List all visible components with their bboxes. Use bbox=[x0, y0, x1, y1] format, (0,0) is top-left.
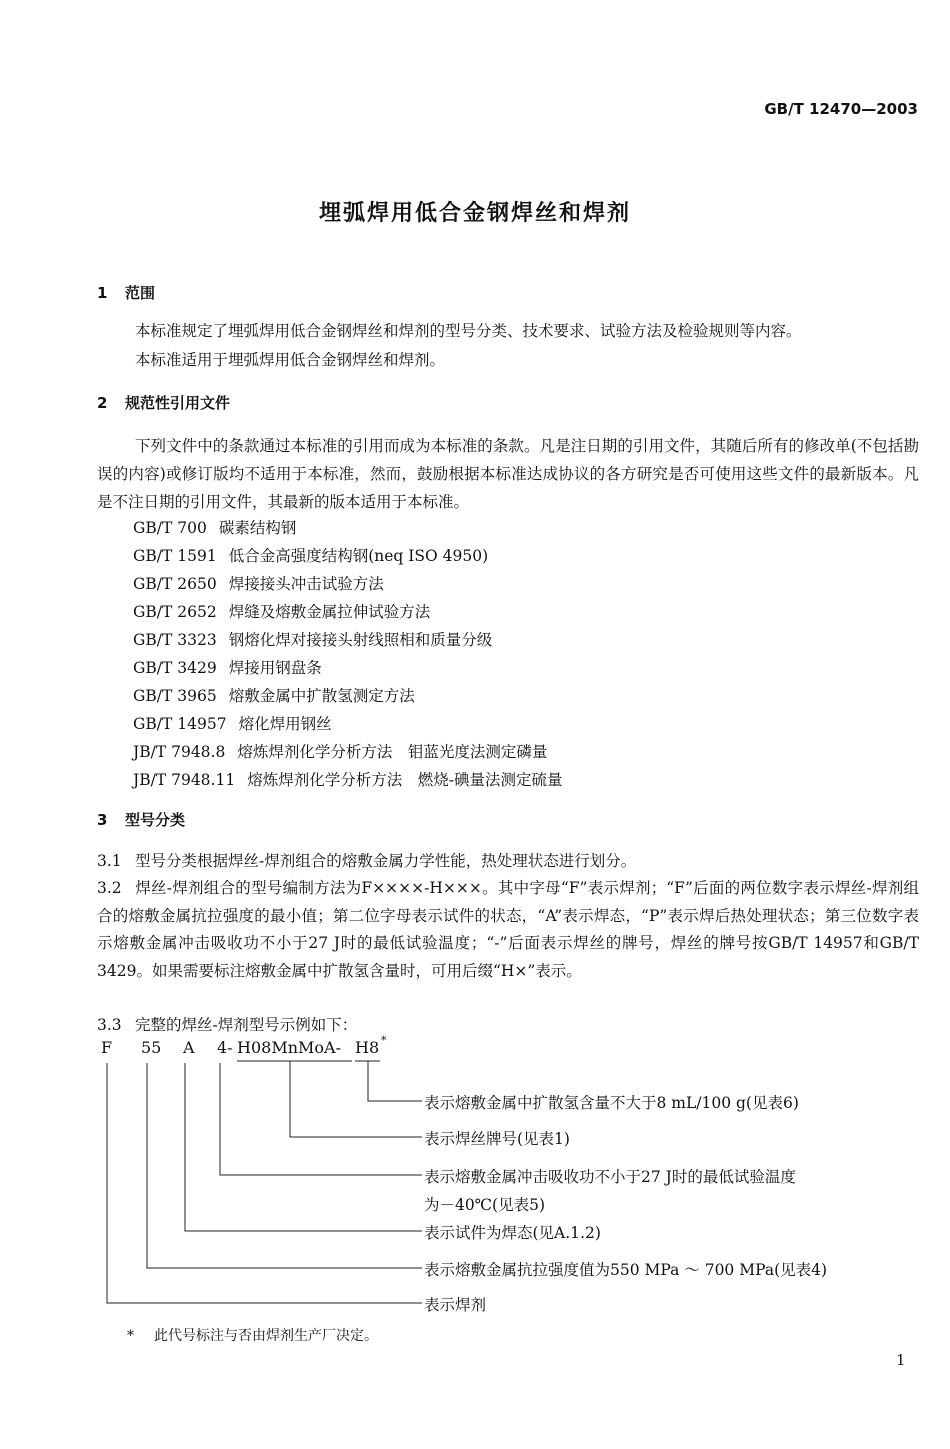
section-number: 3 bbox=[97, 811, 108, 829]
clause-text: 型号分类根据焊丝-焊剂组合的熔敷金属力学性能，热处理状态进行划分。 bbox=[135, 852, 637, 870]
standard-number: GB/T 12470—2003 bbox=[764, 100, 918, 118]
reference-code: JB/T 7948.8 bbox=[133, 743, 226, 761]
reference-title: 焊缝及熔敷金属拉伸试验方法 bbox=[228, 603, 431, 621]
model-part-wire: H08MnMoA- bbox=[237, 1038, 341, 1057]
document-title: 埋弧焊用低合金钢焊丝和焊剂 bbox=[318, 201, 631, 226]
legend-temperature: 表示熔敷金属冲击吸收功不小于27 J时的最低试验温度 bbox=[424, 1168, 796, 1186]
legend-state: 表示试件为焊态(见A.1.2) bbox=[424, 1224, 601, 1242]
reference-code: GB/T 2652 bbox=[133, 603, 217, 621]
reference-code: GB/T 1591 bbox=[133, 547, 217, 565]
reference-code: GB/T 14957 bbox=[133, 715, 227, 733]
reference-title: 熔炼焊剂化学分析方法 钼蓝光度法测定磷量 bbox=[237, 743, 548, 761]
reference-code: GB/T 2650 bbox=[133, 575, 217, 593]
reference-title: 焊接用钢盘条 bbox=[228, 659, 322, 677]
model-part-temperature: 4- bbox=[217, 1038, 233, 1057]
reference-title: 碳素结构钢 bbox=[218, 519, 297, 537]
reference-title: 钢熔化焊对接接头射线照相和质量分级 bbox=[228, 631, 493, 649]
footnote-text: 此代号标注与否由焊剂生产厂决定。 bbox=[154, 1328, 378, 1344]
clause-text: 焊丝-焊剂组合的型号编制方法为F××××-H×××。其中字母“F”表示焊剂；“F”后面的两位数字表示焊丝-焊剂组合的熔敷金属抗拉强度的最小值；第二位字母表示试件的状态，“A”表示焊态，“P”表示焊后热处理状态；第三位数字表示熔敷金属冲击吸收功不小于27 J时的最低试验温度；“-”后面表示焊丝的牌号，焊丝的牌号按GB/T 14957和GB/T 3429。如果需要标注熔敷金属中扩散氢含量时，可用后缀“H×”表示。 bbox=[97, 879, 919, 980]
legend-wire: 表示焊丝牌号(见表1) bbox=[424, 1130, 570, 1148]
section-title: 范围 bbox=[125, 284, 156, 302]
bracket-temperature bbox=[220, 1063, 422, 1175]
legend-temperature-cont: 为－40℃(见表5) bbox=[424, 1196, 546, 1214]
legend-strength: 表示熔敷金属抗拉强度值为550 MPa ～ 700 MPa(见表4) bbox=[424, 1261, 828, 1279]
section-number: 2 bbox=[97, 394, 108, 412]
reference-title: 熔炼焊剂化学分析方法 燃烧-碘量法测定硫量 bbox=[247, 771, 563, 789]
bracket-wire bbox=[290, 1061, 422, 1137]
reference-code: GB/T 700 bbox=[133, 519, 207, 537]
section-1-line-1: 本标准规定了埋弧焊用低合金钢焊丝和焊剂的型号分类、技术要求、试验方法及检验规则等内容。 bbox=[135, 322, 802, 340]
section-2-intro: 下列文件中的条款通过本标准的引用而成为本标准的条款。凡是注日期的引用文件，其随后所有的修改单(不包括勘误的内容)或修订版均不适用于本标准，然而，鼓励根据本标准达成协议的各方研究是否可使用这些文件的最新版本。凡是不注日期的引用文件，其最新的版本适用于本标准。 bbox=[97, 437, 919, 511]
page-number: 1 bbox=[896, 1351, 906, 1369]
model-part-hydrogen: H8 bbox=[355, 1038, 380, 1057]
bracket-strength bbox=[147, 1063, 422, 1268]
footnote bbox=[127, 1325, 378, 1345]
model-part-strength: 55 bbox=[141, 1038, 162, 1057]
clause-text: 完整的焊丝-焊剂型号示例如下： bbox=[135, 1016, 358, 1034]
model-part-asterisk: * bbox=[381, 1034, 387, 1047]
reference-code: JB/T 7948.11 bbox=[133, 771, 236, 789]
section-1-line-2: 本标准适用于埋弧焊用低合金钢焊丝和焊剂。 bbox=[135, 351, 446, 369]
reference-code: GB/T 3429 bbox=[133, 659, 217, 677]
bracket-state bbox=[185, 1063, 422, 1231]
bracket-flux bbox=[107, 1063, 422, 1303]
reference-title: 熔敷金属中扩散氢测定方法 bbox=[228, 687, 415, 705]
bracket-hydrogen bbox=[368, 1061, 422, 1101]
legend-flux: 表示焊剂 bbox=[424, 1296, 487, 1314]
legend-hydrogen: 表示熔敷金属中扩散氢含量不大于8 mL/100 g(见表6) bbox=[424, 1094, 799, 1112]
clause-number: 3.3 bbox=[97, 1016, 122, 1034]
reference-code: GB/T 3323 bbox=[133, 631, 217, 649]
section-title: 型号分类 bbox=[125, 811, 186, 829]
section-number: 1 bbox=[97, 284, 108, 302]
reference-code: GB/T 3965 bbox=[133, 687, 217, 705]
clause-number: 3.1 bbox=[97, 852, 122, 870]
reference-title: 熔化焊用钢丝 bbox=[238, 715, 332, 733]
model-part-state: A bbox=[183, 1038, 195, 1057]
model-part-f: F bbox=[101, 1038, 113, 1057]
section-title: 规范性引用文件 bbox=[125, 394, 231, 412]
footnote-mark: * bbox=[127, 1328, 134, 1344]
reference-title: 焊接接头冲击试验方法 bbox=[228, 575, 384, 593]
reference-title: 低合金高强度结构钢(neq ISO 4950) bbox=[228, 547, 489, 565]
clause-number: 3.2 bbox=[97, 879, 122, 897]
